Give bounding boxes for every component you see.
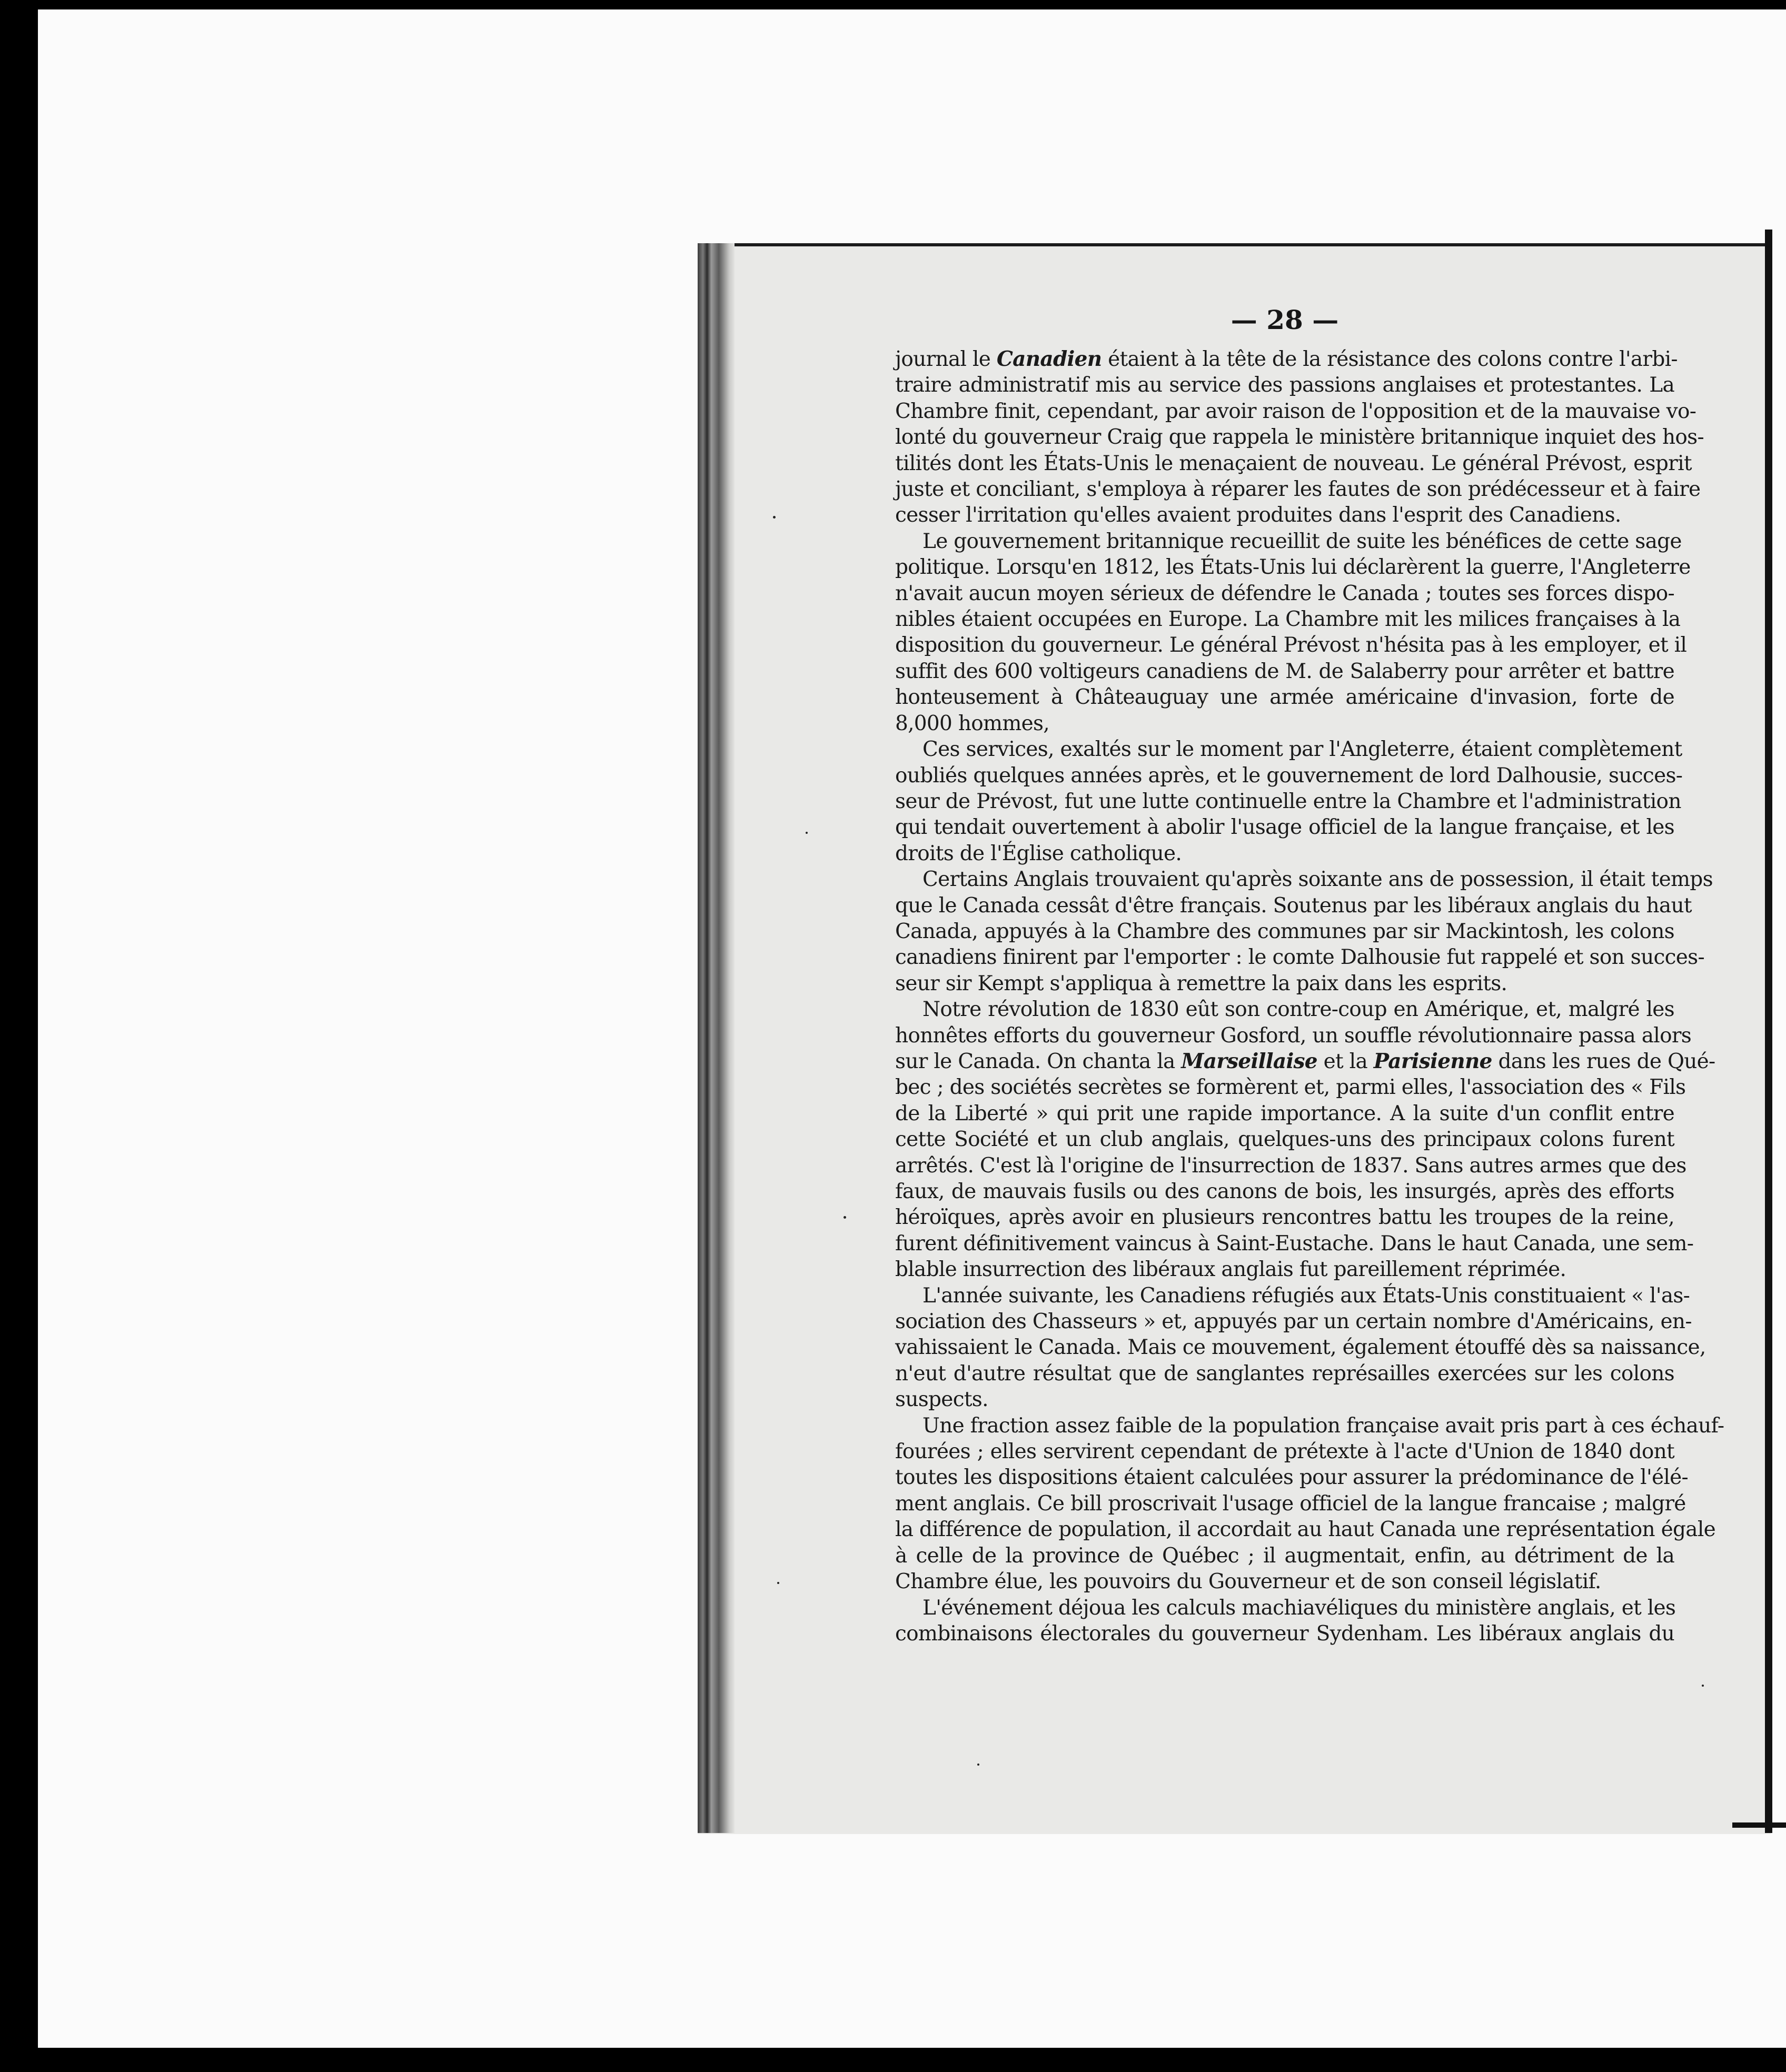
text-run: traire administratif mis au service des passions anglaises et protestantes. La bbox=[895, 373, 1674, 397]
scan-speck bbox=[1702, 1685, 1704, 1687]
text-run: suffit des 600 voltigeurs canadiens de M. de Salaberry pour arrêter et battre bbox=[895, 659, 1674, 683]
text-run: oubliés quelques années après, et le gouvernement de lord Dalhousie, succes- bbox=[895, 763, 1683, 788]
text-run: que le Canada cessât d'être français. Soutenus par les libéraux anglais du haut bbox=[895, 893, 1692, 918]
text-line bbox=[895, 1309, 1692, 1334]
text-run: bec ; des sociétés secrètes se formèrent et, parmi elles, l'association des « Fils bbox=[895, 1075, 1686, 1100]
page-right-edge bbox=[1765, 230, 1772, 1833]
scan-speck bbox=[773, 516, 776, 519]
text-line bbox=[895, 554, 1691, 580]
text-line bbox=[895, 1595, 1674, 1621]
text-run: seur de Prévost, fut une lutte continuelle entre la Chambre et l'administration bbox=[895, 789, 1681, 813]
text-line bbox=[895, 1101, 1674, 1127]
text-line bbox=[895, 1465, 1688, 1490]
text-line bbox=[895, 1334, 1706, 1360]
text-run: vahissaient le Canada. Mais ce mouvement, également étouffé dès sa naissance, bbox=[895, 1336, 1706, 1360]
text-line bbox=[895, 1231, 1694, 1257]
text-run: seur sir Kempt s'appliqua à remettre la paix dans les esprits. bbox=[895, 971, 1507, 995]
text-line bbox=[895, 1569, 1674, 1595]
scan-speck bbox=[777, 1582, 779, 1584]
text-run: la différence de population, il accordait au haut Canada une représentation égale bbox=[895, 1518, 1716, 1542]
text-run: combinaisons électorales du gouverneur Sydenham. Les libéraux anglais du bbox=[895, 1621, 1674, 1646]
text-line bbox=[895, 581, 1674, 606]
italic-title: Parisienne bbox=[1373, 1049, 1492, 1073]
text-line bbox=[895, 1543, 1674, 1569]
text-line bbox=[895, 606, 1681, 632]
text-run: étaient à la tête de la résistance des colons contre l'arbi- bbox=[1102, 347, 1678, 371]
text-line bbox=[895, 372, 1674, 398]
text-line bbox=[895, 1179, 1674, 1204]
text-line bbox=[895, 529, 1682, 554]
text-line bbox=[895, 684, 1674, 710]
text-line bbox=[895, 919, 1674, 944]
text-run: blable insurrection des libéraux anglais fut pareillement réprimée. bbox=[895, 1258, 1566, 1282]
scan-speck bbox=[806, 832, 808, 834]
text-run: à celle de la province de Québec ; il augmentait, enfin, au détriment de la bbox=[895, 1543, 1674, 1568]
italic-title: Marseillaise bbox=[1181, 1049, 1317, 1073]
page-bottom-edge bbox=[1732, 1822, 1786, 1828]
text-run: honteusement à Châteauguay une armée américaine d'invasion, forte de bbox=[895, 685, 1674, 710]
text-run: sur le Canada. On chanta la bbox=[895, 1049, 1182, 1073]
text-line bbox=[895, 1439, 1674, 1465]
text-run: faux, de mauvais fusils ou des canons de bois, les insurgés, après des efforts bbox=[895, 1180, 1674, 1203]
text-line bbox=[895, 866, 1713, 892]
text-run: Une fraction assez faible de la population française avait pris part à ces échauf- bbox=[922, 1413, 1724, 1438]
text-run: furent définitivement vaincus à Saint-Eustache. Dans le haut Canada, une sem- bbox=[895, 1231, 1694, 1256]
text-line bbox=[895, 814, 1674, 840]
body-text bbox=[895, 346, 1724, 1647]
text-line bbox=[895, 1049, 1715, 1074]
text-run: Notre révolution de 1830 eût son contre-coup en Amérique, et, malgré les bbox=[922, 998, 1674, 1022]
text-line bbox=[895, 1413, 1724, 1439]
text-line bbox=[895, 1074, 1686, 1100]
text-run: cette Société et un club anglais, quelques-uns des principaux colons furent bbox=[895, 1128, 1674, 1152]
text-run: toutes les dispositions étaient calculées pour assurer la prédominance de l'élé- bbox=[895, 1466, 1688, 1490]
text-line bbox=[895, 789, 1681, 814]
text-run: canadiens finirent par l'emporter : le comte Dalhousie fut rappelé et son succes- bbox=[895, 945, 1704, 970]
text-line bbox=[895, 1283, 1690, 1309]
page-number: — 28 — bbox=[1231, 304, 1339, 335]
text-line bbox=[895, 476, 1701, 502]
text-run: lonté du gouverneur Craig que rappela le ministère britannique inquiet des hos- bbox=[895, 425, 1704, 450]
text-run: Canada, appuyés à la Chambre des communes par sir Mackintosh, les colons bbox=[895, 919, 1674, 943]
text-run: arrêtés. C'est là l'origine de l'insurrection de 1837. Sans autres armes que des bbox=[895, 1153, 1686, 1178]
text-run: 8,000 hommes, bbox=[895, 711, 1049, 735]
text-run: juste et conciliant, s'employa à réparer les fautes de son prédécesseur et à faire bbox=[895, 477, 1701, 502]
text-run: et la bbox=[1317, 1049, 1374, 1073]
text-run: fourées ; elles servirent cependant de prétexte à l'acte d'Union de 1840 dont bbox=[895, 1440, 1674, 1464]
text-run: L'événement déjoua les calculs machiavéliques du ministère anglais, et les bbox=[922, 1596, 1676, 1620]
text-run: Le gouvernement britannique recueillit de suite les bénéfices de cette sage bbox=[922, 529, 1682, 553]
text-line bbox=[895, 944, 1704, 970]
text-line bbox=[895, 1153, 1686, 1179]
text-run: tilités dont les États-Unis le menaçaient de nouveau. Le général Prévost, esprit bbox=[895, 451, 1692, 475]
text-run: dans les rues de Qué- bbox=[1492, 1049, 1715, 1073]
text-line bbox=[895, 451, 1692, 476]
text-line bbox=[895, 711, 1674, 736]
text-line bbox=[895, 659, 1674, 684]
text-run: n'avait aucun moyen sérieux de défendre le Canada ; toutes ses forces dispo- bbox=[895, 581, 1674, 605]
text-run: Chambre élue, les pouvoirs du Gouverneur et de son conseil législatif. bbox=[895, 1570, 1601, 1594]
text-line bbox=[895, 502, 1674, 528]
text-line bbox=[895, 632, 1687, 658]
text-run: suspects. bbox=[895, 1388, 988, 1412]
text-run: Certains Anglais trouvaient qu'après soixante ans de possession, il était temps bbox=[922, 868, 1713, 892]
text-line bbox=[895, 736, 1682, 762]
text-run: cesser l'irritation qu'elles avaient produites dans l'esprit des Canadiens. bbox=[895, 503, 1621, 527]
text-line bbox=[895, 1621, 1674, 1647]
text-run: journal le bbox=[895, 347, 997, 371]
text-line bbox=[895, 1204, 1674, 1230]
text-line bbox=[895, 997, 1674, 1022]
text-run: Ces services, exaltés sur le moment par l'Angleterre, étaient complètement bbox=[922, 738, 1682, 762]
text-line bbox=[895, 971, 1674, 997]
text-run: honnêtes efforts du gouverneur Gosford, un souffle révolutionnaire passa alors bbox=[895, 1023, 1692, 1048]
text-run: de la Liberté » qui prit une rapide importance. A la suite d'un conflit entre bbox=[895, 1101, 1674, 1125]
text-run: nibles étaient occupées en Europe. La Chambre mit les milices françaises à la bbox=[895, 607, 1681, 632]
text-line bbox=[895, 841, 1674, 866]
text-run: sociation des Chasseurs » et, appuyés par un certain nombre d'Américains, en- bbox=[895, 1310, 1692, 1334]
text-line bbox=[895, 1387, 1674, 1412]
text-run: disposition du gouverneur. Le général Prévost n'hésita pas à les employer, et il bbox=[895, 633, 1687, 658]
text-line bbox=[895, 1361, 1674, 1387]
scan-speck bbox=[844, 1216, 846, 1219]
text-run: n'eut d'autre résultat que de sanglantes représailles exercées sur les colons bbox=[895, 1361, 1674, 1386]
text-line bbox=[895, 424, 1704, 450]
text-line bbox=[895, 763, 1683, 789]
text-line bbox=[895, 1023, 1692, 1049]
text-run: politique. Lorsqu'en 1812, les États-Unis lui déclarèrent la guerre, l'Angleterre bbox=[895, 555, 1691, 580]
scan-speck bbox=[977, 1764, 979, 1766]
text-run: ment anglais. Ce bill proscrivait l'usage officiel de la langue francaise ; malgré bbox=[895, 1491, 1686, 1516]
text-line bbox=[895, 1491, 1686, 1517]
text-line bbox=[895, 399, 1696, 424]
text-run: droits de l'Église catholique. bbox=[895, 841, 1182, 865]
text-run: Chambre finit, cependant, par avoir raison de l'opposition et de la mauvaise vo- bbox=[895, 399, 1696, 423]
text-line bbox=[895, 346, 1678, 372]
text-line bbox=[895, 1257, 1674, 1282]
italic-title: Canadien bbox=[996, 347, 1102, 371]
book-binding-edge bbox=[698, 243, 735, 1833]
text-line bbox=[895, 893, 1692, 919]
text-run: qui tendait ouvertement à abolir l'usage officiel de la langue française, et les bbox=[895, 815, 1674, 840]
text-line bbox=[895, 1127, 1674, 1152]
text-run: L'année suivante, les Canadiens réfugiés aux États-Unis constituaient « l'as- bbox=[922, 1283, 1690, 1308]
text-run: héroïques, après avoir en plusieurs rencontres battu les troupes de la reine, bbox=[895, 1206, 1674, 1230]
text-line bbox=[895, 1517, 1716, 1542]
